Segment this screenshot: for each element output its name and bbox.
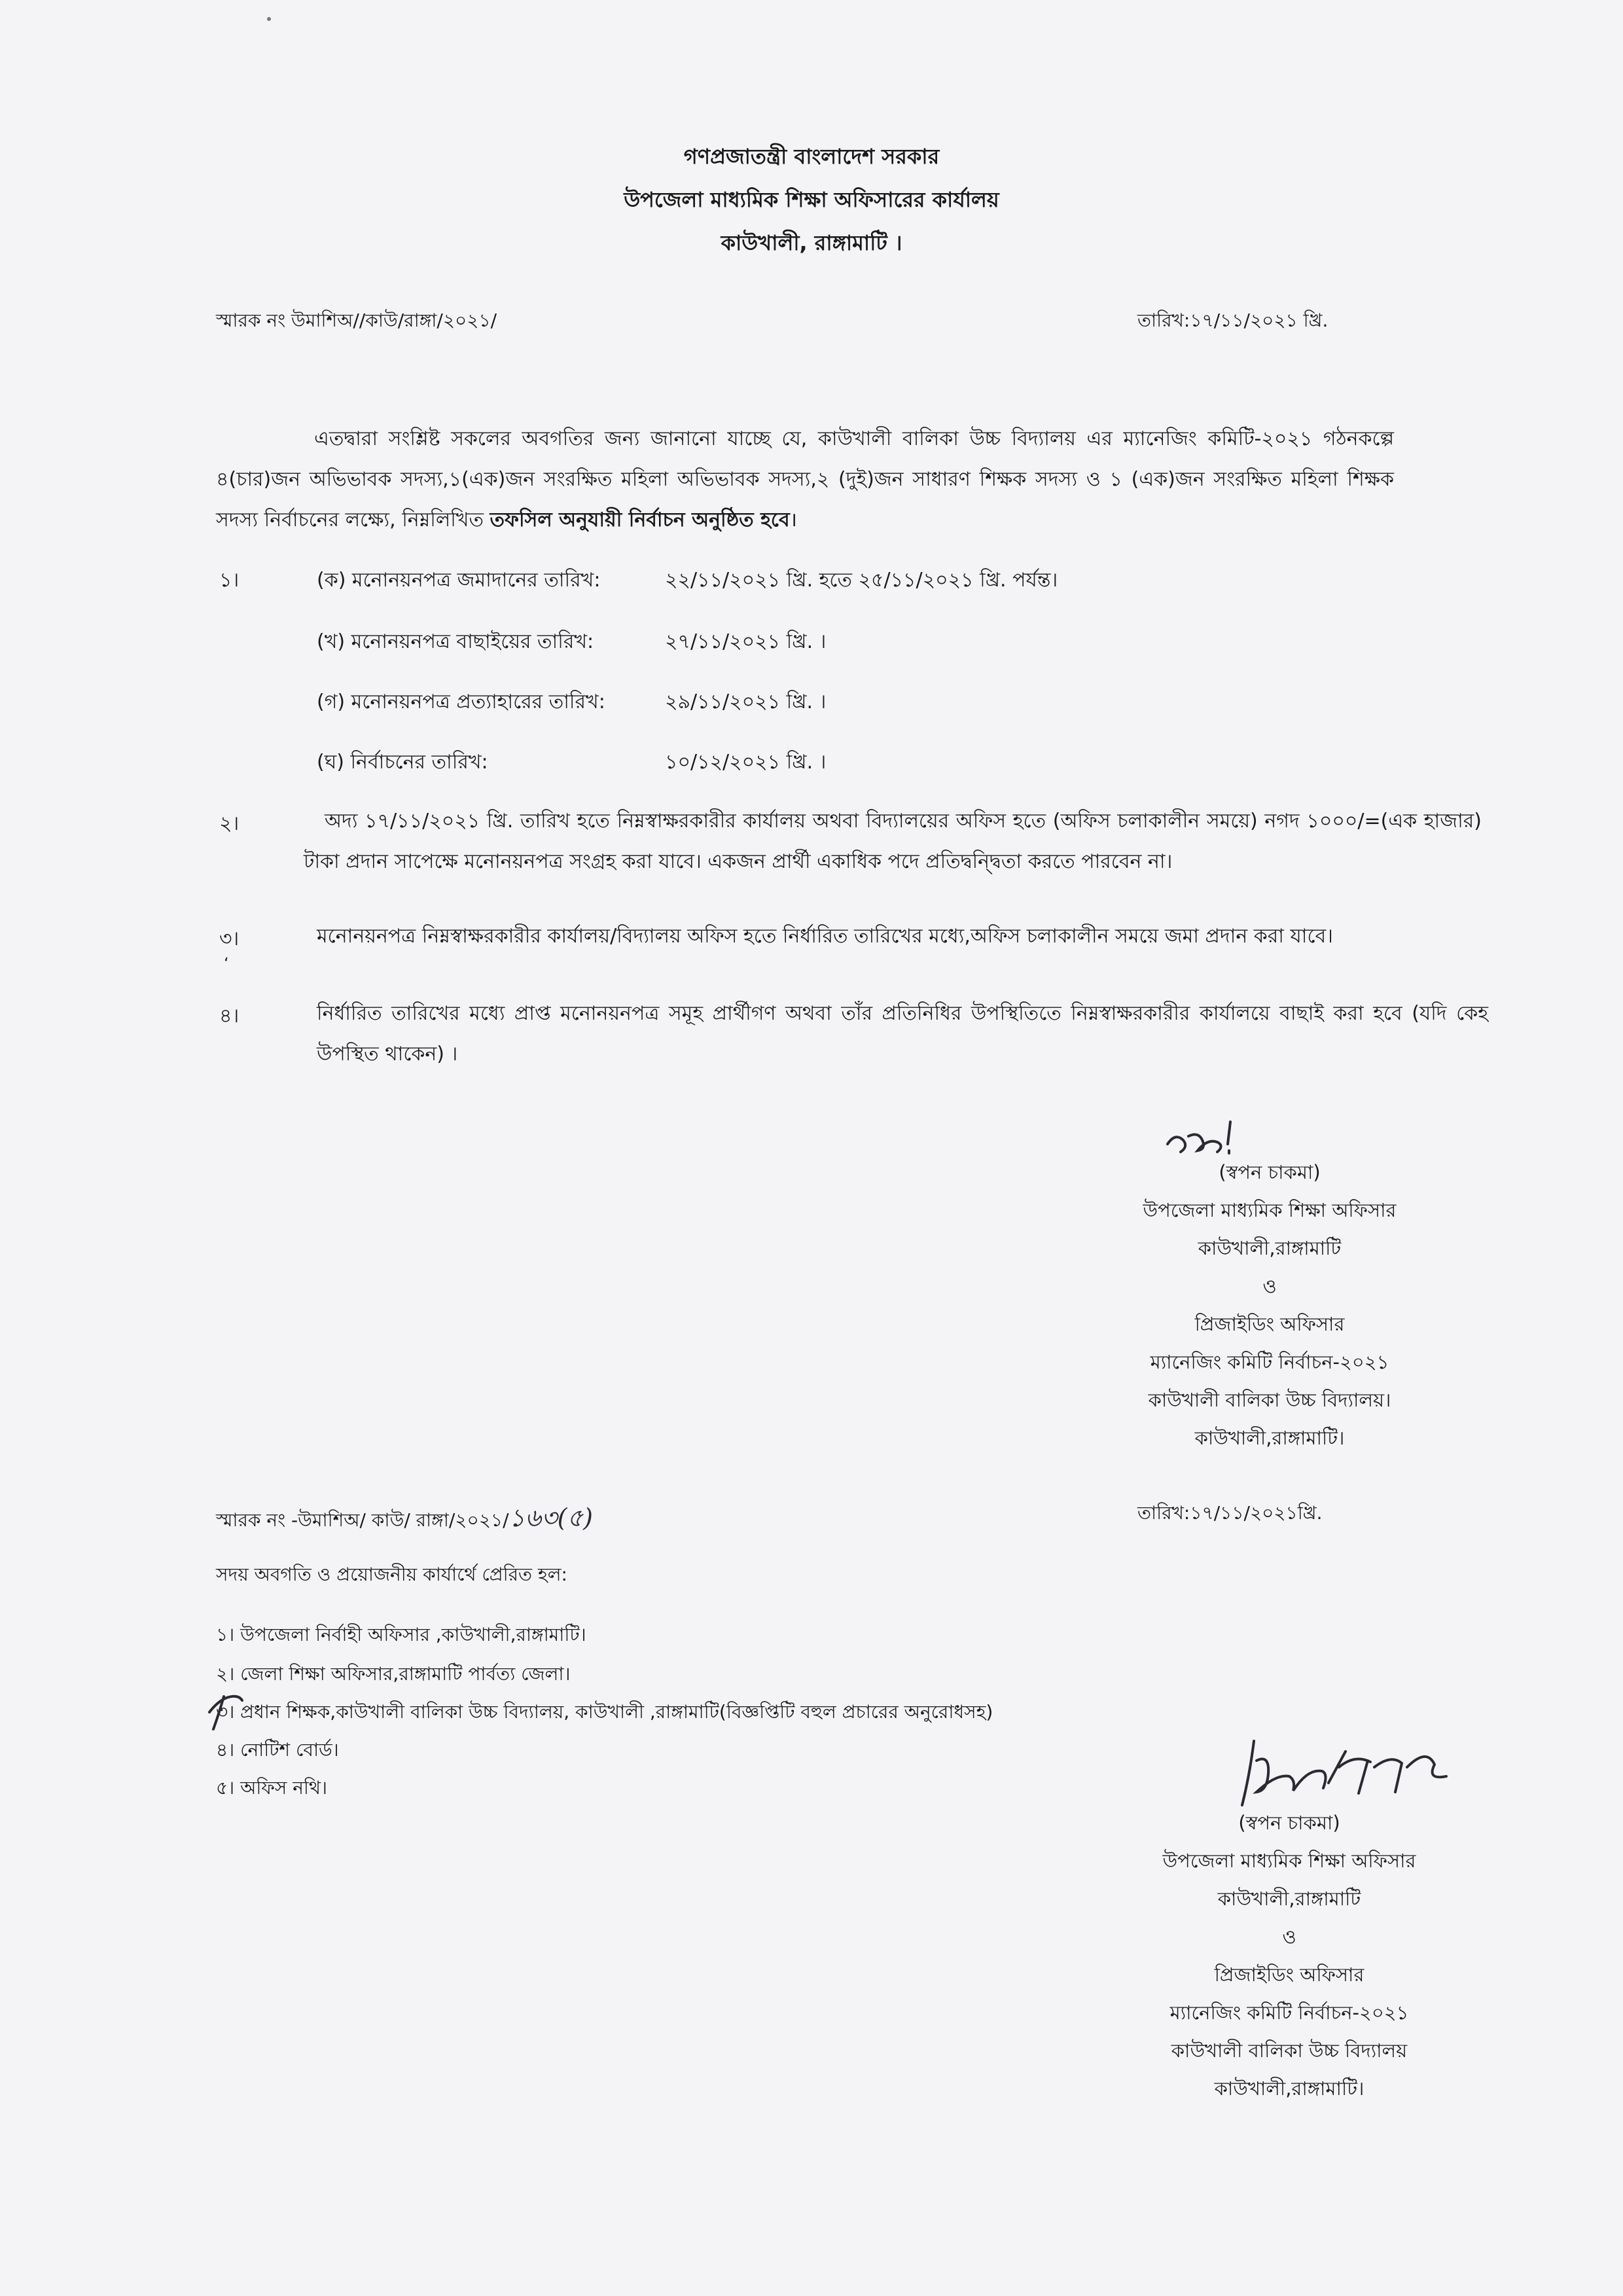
- distribution-item: ১। উপজেলা নির্বাহী অফিসার ,কাউখালী,রাঙ্গামাটি।: [216, 1624, 586, 1645]
- header-government: গণপ্রজাতন্ত্রী বাংলাদেশ সরকার: [683, 144, 940, 169]
- schedule-item-label: (ক) মনোনয়নপত্র জমাদানের তারিখ:: [317, 569, 601, 592]
- signatory-committee: ম্যানেজিং কমিটি নির্বাচন-২০২১: [1150, 1351, 1389, 1373]
- signature-block-2: [1027, 1804, 1551, 2108]
- schedule-item-label: (খ) মনোনয়নপত্র বাছাইয়ের তারিখ:: [317, 630, 594, 653]
- signatory-school: কাউখালী বালিকা উচ্চ বিদ্যালয়।: [1148, 1389, 1391, 1411]
- signatory-and: ও: [1262, 1275, 1277, 1297]
- point-number: ২।: [219, 812, 240, 835]
- distribution-item: ২। জেলা শিক্ষা অফিসার,রাঙ্গামাটি পার্বত্য জেলা।: [216, 1663, 571, 1685]
- header-location: কাউখালী, রাঙ্গামাটি ।: [721, 230, 902, 255]
- signatory-designation: উপজেলা মাধ্যমিক শিক্ষা অফিসার: [1143, 1199, 1397, 1221]
- signatory-school: কাউখালী বালিকা উচ্চ বিদ্যালয়: [1171, 2039, 1408, 2062]
- signatory-location: কাউখালী,রাঙ্গামাটি: [1217, 1888, 1361, 1910]
- schedule-item-value: ২৭/১১/২০২১ খ্রি. ।: [665, 630, 827, 653]
- schedule-item-label: (গ) মনোনয়নপত্র প্রত্যাহারের তারিখ:: [317, 691, 605, 713]
- signatory-name: (স্বপন চাকমা): [1238, 1812, 1340, 1834]
- handwritten-signature: [1230, 1728, 1453, 1813]
- memo-reference: স্মারক নং উমাশিঅ//কাউ/রাঙ্গা/২০২১/: [216, 310, 497, 331]
- distribution-item: ৫। অফিস নথি।: [216, 1777, 328, 1799]
- stray-mark: ‘: [224, 954, 229, 973]
- schedule-item-value: ১০/১২/২০২১ খ্রি. ।: [665, 751, 827, 774]
- paper-speck: [267, 17, 271, 21]
- signatory-and: ও: [1282, 1926, 1296, 1948]
- schedule-item-label: (ঘ) নির্বাচনের তারিখ:: [317, 751, 488, 774]
- signatory-name: (স্বপন চাকমা): [1219, 1161, 1321, 1183]
- header-office: উপজেলা মাধ্যমিক শিক্ষা অফিসারের কার্যালয়: [624, 187, 999, 212]
- memo2-ref-handwritten: ১৬৩(৫): [508, 1503, 593, 1532]
- intro-paragraph: [216, 419, 1394, 541]
- intro-bold-text: তফসিল অনুযায়ী নির্বাচন অনুষ্ঠিত হবে: [490, 509, 790, 531]
- intro-text: এতদ্বারা সংশ্লিষ্ট সকলের অবগতির জন্য জানানো যাচ্ছে যে, কাউখালী বালিকা উচ্চ বিদ্যালয় এর ম্যানেজিং কমিটি-২০২১ গঠনকল্পে ৪(চার)জন অভিভাবক সদস্য,১(এক)জন সংরক্ষিত মহিলা অভিভাবক সদস্য,২ (দুই)জন সাধারণ শিক্ষক সদস্য ও ১ (এক)জন সংরক্ষিত মহিলা শিক্ষক সদস্য নির্বাচনের লক্ষ্যে, নিম্নলিখিত: [216, 427, 1394, 531]
- distribution-heading: সদয় অবগতি ও প্রয়োজনীয় কার্যার্থে প্রেরিত হল:: [216, 1564, 567, 1585]
- distribution-item: ৪। নোটিশ বোর্ড।: [216, 1739, 339, 1761]
- point-text: অদ্য ১৭/১১/২০২১ খ্রি. তারিখ হতে নিম্নস্বাক্ষরকারীর কার্যালয় অথবা বিদ্যালয়ের অফিস হতে (অফিস চলাকালীন সময়ে) নগদ ১০০০/=(এক হাজার) টাকা প্রদান সাপেক্ষে মনোনয়নপত্র সংগ্রহ করা যাবে। একজন প্রার্থী একাধিক পদে প্রতিদ্বন্দ্বিতা করতে পারবেন না।: [304, 810, 1482, 873]
- memo-date: তারিখ:১৭/১১/২০২১ খ্রি.: [1137, 310, 1329, 331]
- distribution-item: ৩। প্রধান শিক্ষক,কাউখালী বালিকা উচ্চ বিদ্যালয়, কাউখালী ,রাঙ্গামাটি(বিজ্ঞপ্তিটি বহুল প্রচারের অনুরোধসহ): [216, 1701, 993, 1723]
- schedule-number: ১।: [219, 569, 240, 592]
- memo2-reference: [216, 1499, 593, 1541]
- memo2-ref-text: স্মারক নং -উমাশিঅ/ কাউ/ রাঙ্গা/২০২১/: [216, 1509, 509, 1531]
- signatory-location: কাউখালী,রাঙ্গামাটি: [1198, 1237, 1342, 1259]
- signatory-role: প্রিজাইডিং অফিসার: [1194, 1313, 1345, 1335]
- signatory-role: প্রিজাইডিং অফিসার: [1214, 1964, 1364, 1986]
- point-text: নির্ধারিত তারিখের মধ্যে প্রাপ্ত মনোনয়নপত্র সমূহ প্রার্থীগণ অথবা তাঁর প্রতিনিধির উপস্থিতিতে নিম্নস্বাক্ষরকারীর কার্যালয়ে বাছাই করা হবে (যদি কেহ উপস্থিত থাকেন) ।: [317, 1002, 1488, 1066]
- memo2-date: তারিখ:১৭/১১/২০২১খ্রি.: [1137, 1502, 1323, 1524]
- point-number: ৩।: [219, 927, 240, 950]
- signature-block-1: [1008, 1153, 1531, 1457]
- signatory-committee: ম্যানেজিং কমিটি নির্বাচন-২০২১: [1169, 2001, 1409, 2024]
- tick-mark: [204, 1689, 250, 1734]
- point-number: ৪।: [219, 1005, 240, 1028]
- schedule-item-value: ২৯/১১/২০২১ খ্রি. ।: [665, 691, 827, 713]
- point-text: মনোনয়নপত্র নিম্নস্বাক্ষরকারীর কার্যালয়/বিদ্যালয় অফিস হতে নির্ধারিত তারিখের মধ্যে,অফিস চলাকালীন সময়ে জমা প্রদান করা যাবে।: [317, 925, 1333, 948]
- intro-end: ।: [789, 509, 798, 531]
- signatory-school-location: কাউখালী,রাঙ্গামাটি।: [1214, 2077, 1364, 2100]
- signatory-school-location: কাউখালী,রাঙ্গামাটি।: [1194, 1427, 1345, 1449]
- schedule-item-value: ২২/১১/২০২১ খ্রি. হতে ২৫/১১/২০২১ খ্রি. পর্যন্ত।: [665, 569, 1058, 592]
- signatory-designation: উপজেলা মাধ্যমিক শিক্ষা অফিসার: [1162, 1850, 1416, 1872]
